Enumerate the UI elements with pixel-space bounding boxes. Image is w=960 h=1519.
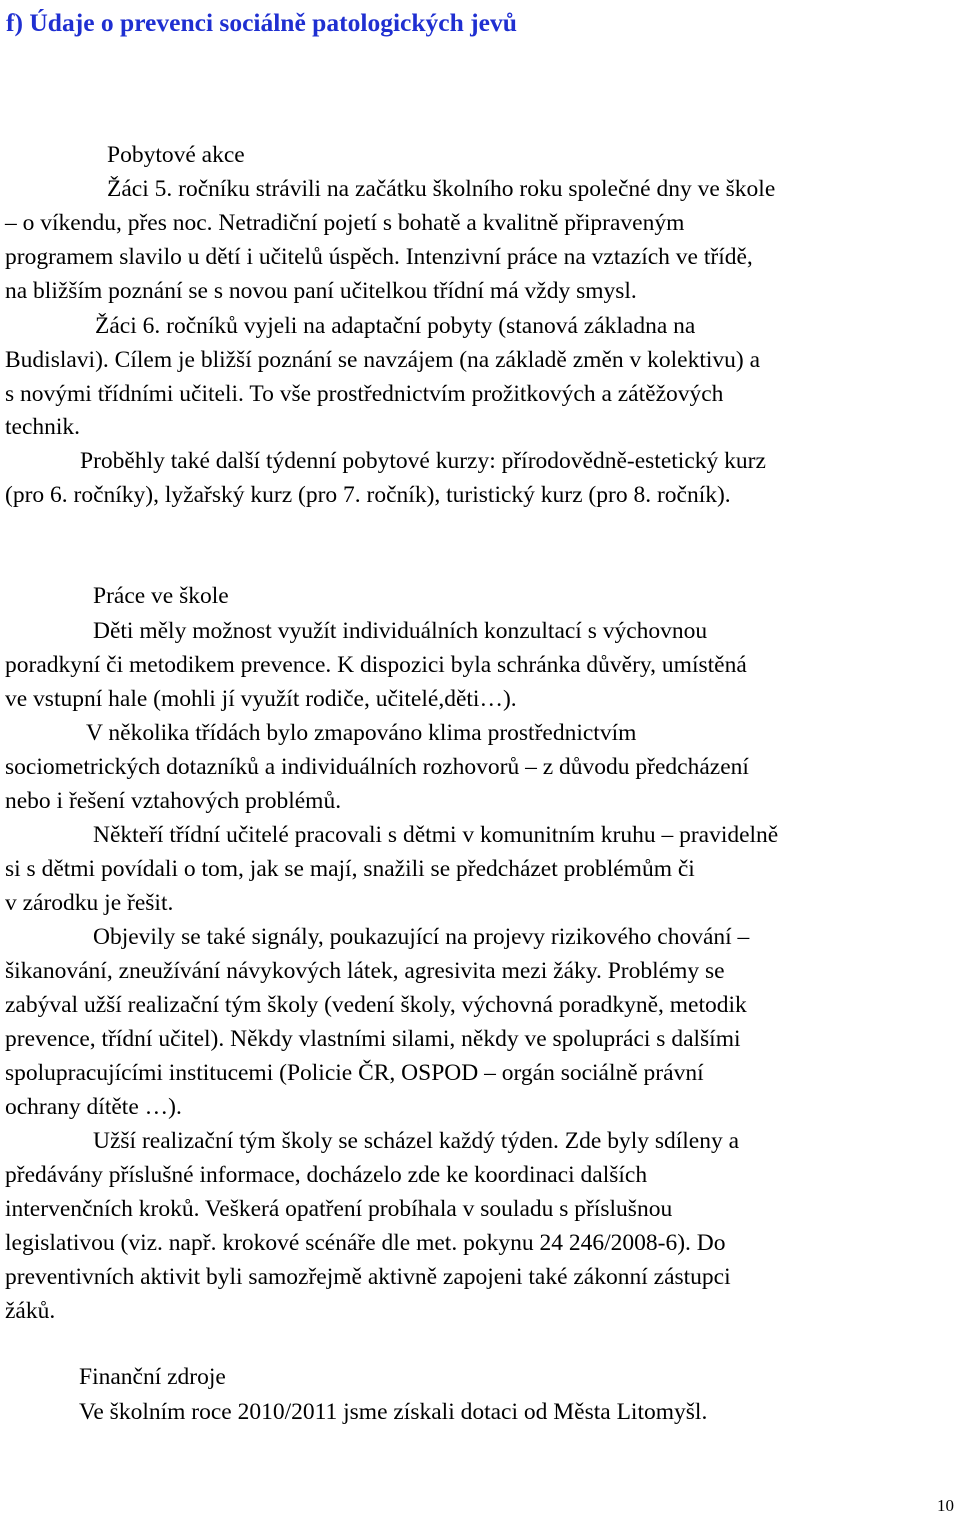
paragraph-line: sociometrických dotazníků a individuálních rozhovorů – z důvodu předcházení [5, 754, 749, 780]
paragraph-line: šikanování, zneužívání návykových látek, agresivita mezi žáky. Problémy se [5, 958, 725, 984]
financni-zdroje-label: Finanční zdroje [79, 1364, 226, 1390]
paragraph-line: Někteří třídní učitelé pracovali s dětmi v komunitním kruhu – pravidelně [93, 822, 779, 848]
paragraph-line: prevence, třídní učitel). Někdy vlastními silami, někdy ve spolupráci s dalšími [5, 1026, 741, 1052]
paragraph-line: žáků. [5, 1298, 56, 1324]
paragraph-line: Žáci 6. ročníků vyjeli na adaptační pobyty (stanová základna na [95, 313, 696, 339]
paragraph-line: Děti měly možnost využít individuálních konzultací s výchovnou [93, 618, 708, 644]
paragraph-line: v zárodku je řešit. [5, 890, 174, 916]
paragraph-line: Budislavi). Cílem je bližší poznání se navzájem (na základě změn v kolektivu) a [5, 347, 761, 373]
paragraph-line: Objevily se také signály, poukazující na projevy rizikového chování – [93, 924, 750, 950]
paragraph-line: si s dětmi povídali o tom, jak se mají, snažili se předcházet problémům či [5, 856, 695, 882]
paragraph-line: Užší realizační tým školy se scházel každý týden. Zde byly sdíleny a [93, 1128, 740, 1154]
paragraph-line: V několika třídách bylo zmapováno klima prostřednictvím [86, 720, 637, 746]
section-heading: f) Údaje o prevenci sociálně patologických jevů [6, 8, 517, 37]
paragraph-line: programem slavilo u dětí i učitelů úspěch. Intenzivní práce na vztazích ve třídě, [5, 244, 753, 270]
paragraph-line: poradkyní či metodikem prevence. K dispozici byla schránka důvěry, umístěná [5, 652, 747, 678]
paragraph-line: ochrany dítěte …). [5, 1094, 182, 1120]
paragraph-line: preventivních aktivit byli samozřejmě aktivně zapojeni také zákonní zástupci [5, 1264, 731, 1290]
paragraph-line: Proběhly také další týdenní pobytové kurzy: přírodovědně-estetický kurz [80, 448, 766, 474]
pobytove-akce-label: Pobytové akce [107, 142, 245, 168]
paragraph-line: ve vstupní hale (mohli jí využít rodiče, učitelé,děti…). [5, 686, 517, 712]
paragraph-line: intervenčních kroků. Veškerá opatření probíhala v souladu s příslušnou [5, 1196, 673, 1222]
paragraph-line: Ve školním roce 2010/2011 jsme získali dotaci od Města Litomyšl. [79, 1399, 708, 1425]
paragraph-line: legislativou (viz. např. krokové scénáře dle met. pokynu 24 246/2008-6). Do [5, 1230, 726, 1256]
paragraph-line: na bližším poznání se s novou paní učitelkou třídní má vždy smysl. [5, 278, 637, 304]
paragraph-line: předávány příslušné informace, docházelo zde ke koordinaci dalších [5, 1162, 648, 1188]
prace-ve-skole-label: Práce ve škole [93, 583, 229, 609]
paragraph-line: spolupracujícími institucemi (Policie ČR, OSPOD – orgán sociálně právní [5, 1060, 704, 1086]
paragraph-line: nebo i řešení vztahových problémů. [5, 788, 342, 814]
paragraph-line: Žáci 5. ročníku strávili na začátku školního roku společné dny ve škole [107, 176, 776, 202]
paragraph-line: s novými třídními učiteli. To vše prostřednictvím prožitkových a zátěžových [5, 381, 724, 407]
paragraph-line: zabýval užší realizační tým školy (vedení školy, výchovná poradkyně, metodik [5, 992, 747, 1018]
paragraph-line: (pro 6. ročníky), lyžařský kurz (pro 7. ročník), turistický kurz (pro 8. ročník). [5, 482, 731, 508]
paragraph-line: technik. [5, 414, 81, 440]
paragraph-line: – o víkendu, přes noc. Netradiční pojetí s bohatě a kvalitně připraveným [5, 210, 685, 236]
page-number: 10 [937, 1496, 954, 1515]
